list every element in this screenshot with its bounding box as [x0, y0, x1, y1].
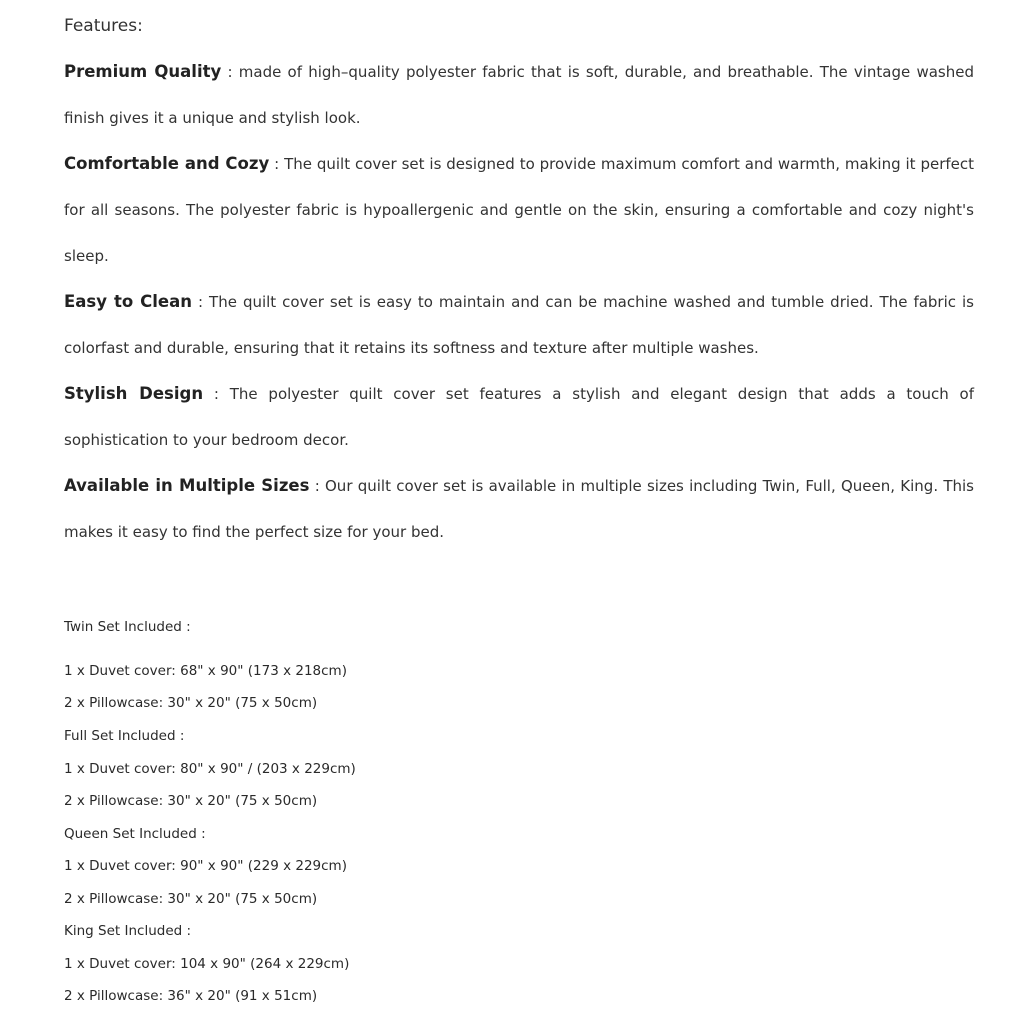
- feature-text: made of high–quality polyester fabric that is soft, durable, and breathable. The vintage washed finish gives it a unique and stylish look.: [64, 63, 974, 127]
- feature-label: Stylish Design: [64, 384, 204, 403]
- feature-label: Available in Multiple Sizes: [64, 476, 310, 495]
- feature-easy-to-clean: [64, 279, 974, 371]
- feature-text: Our quilt cover set is available in multiple sizes including Twin, Full, Queen, King. This makes it easy to find the perfect size for your bed.: [64, 477, 974, 541]
- queen-duvet-line: 1 x Duvet cover: 90" x 90" (229 x 229cm): [64, 858, 347, 874]
- feature-label: Premium Quality: [64, 62, 222, 81]
- feature-multiple-sizes: [64, 463, 974, 555]
- queen-pillowcase-line: 2 x Pillowcase: 30" x 20" (75 x 50cm): [64, 891, 318, 907]
- feature-text: The polyester quilt cover set features a stylish and elegant design that adds a touch of sophistication to your bedroom decor.: [64, 385, 974, 449]
- queen-set-title: Queen Set Included :: [64, 826, 206, 842]
- feature-text: The quilt cover set is designed to provide maximum comfort and warmth, making it perfect for all seasons. The polyester fabric is hypoallergenic and gentle on the skin, ensuring a comfortable and cozy night's sleep.: [64, 155, 974, 265]
- feature-comfortable-cozy: [64, 141, 974, 279]
- king-pillowcase-line: 2 x Pillowcase: 36" x 20" (91 x 51cm): [64, 988, 318, 1004]
- full-pillowcase-line: 2 x Pillowcase: 30" x 20" (75 x 50cm): [64, 793, 318, 809]
- feature-separator: :: [221, 63, 239, 81]
- full-set-title: Full Set Included :: [64, 728, 185, 744]
- feature-premium-quality: [64, 49, 974, 141]
- feature-stylish-design: [64, 371, 974, 463]
- feature-separator: :: [203, 385, 230, 403]
- king-duvet-line: 1 x Duvet cover: 104 x 90" (264 x 229cm): [64, 956, 350, 972]
- twin-set-title: Twin Set Included :: [64, 619, 191, 635]
- features-heading: Features:: [64, 16, 143, 36]
- feature-text: The quilt cover set is easy to maintain and can be machine washed and tumble dried. The fabric is colorfast and durable, ensuring that it retains its softness and texture after multiple washes.: [64, 293, 974, 357]
- feature-separator: :: [192, 293, 210, 311]
- features-list: [64, 49, 974, 555]
- twin-duvet-line: 1 x Duvet cover: 68" x 90" (173 x 218cm): [64, 663, 347, 679]
- feature-label: Comfortable and Cozy: [64, 154, 270, 173]
- feature-label: Easy to Clean: [64, 292, 192, 311]
- king-set-title: King Set Included :: [64, 923, 192, 939]
- full-duvet-line: 1 x Duvet cover: 80" x 90" / (203 x 229cm): [64, 761, 356, 777]
- feature-separator: :: [269, 155, 285, 173]
- twin-pillowcase-line: 2 x Pillowcase: 30" x 20" (75 x 50cm): [64, 695, 318, 711]
- feature-separator: :: [309, 477, 325, 495]
